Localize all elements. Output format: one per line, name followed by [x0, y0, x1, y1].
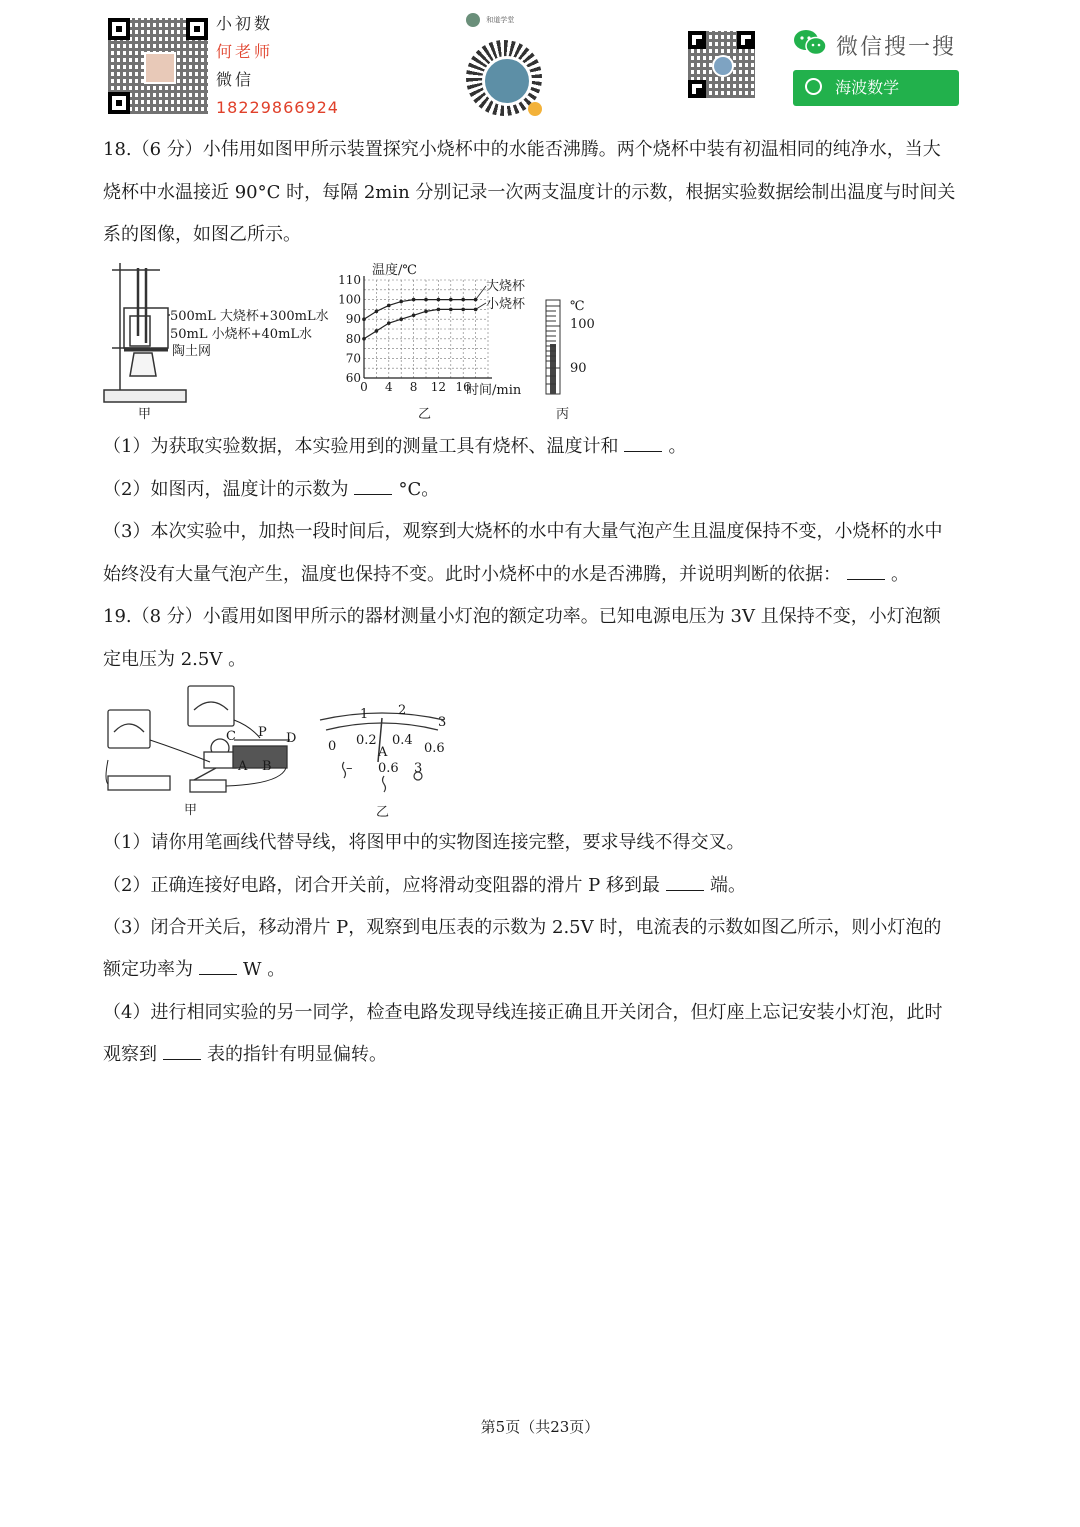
q19-sub-2-text: （2）正确连接好电路，闭合开关前，应将滑动变阻器的滑片 P 移到最: [103, 875, 661, 896]
q18-sub-3-line-2: [103, 554, 979, 596]
search-icon: [805, 78, 822, 95]
data-point: [362, 317, 366, 321]
contact-line-1: 小初数: [216, 14, 274, 33]
q18-line-1: 18.（6 分）小伟用如图甲所示装置探究小烧杯中的水能否沸腾。两个烧杯中装有初温相同的纯净水，当大: [103, 139, 941, 160]
wechat-search-title: 微信搜一搜: [836, 35, 957, 60]
y-tick-label: 70: [345, 351, 361, 366]
q18-sub-2: [103, 469, 979, 511]
chart-grid: [364, 280, 488, 378]
wechat-search-keyword: 海波数学: [835, 78, 900, 97]
q18-line-2: 烧杯中水温接近 90°C 时，每隔 2min 分别记录一次两支温度计的示数，根据实验数据绘制出温度与时间关: [103, 182, 956, 203]
apparatus-label-big-beaker: 500mL 大烧杯+300mL水: [170, 309, 329, 324]
q19-sub-3-line-1: （3）闭合开关后，移动滑片 P，观察到电压表的示数为 2.5V 时，电流表的示数如图乙所示，则小灯泡的: [103, 917, 942, 938]
q19-sub-4-line-2: [103, 1034, 979, 1076]
terminal-06: 0.6: [378, 761, 399, 776]
circuit-label-d: D: [286, 731, 297, 746]
series-line-small-beaker: [364, 309, 476, 338]
data-point: [387, 321, 391, 325]
data-point: [461, 308, 465, 312]
thermometer-tick-100: 100: [570, 317, 595, 332]
answer-blank-q18-3[interactable]: [847, 557, 885, 580]
chart-axes: [338, 273, 492, 394]
legend-big-beaker: 大烧杯: [486, 279, 526, 294]
thermometer-figure: [540, 296, 610, 424]
apparatus-label-gauze: 陶土网: [172, 344, 212, 359]
q19-sub-3-text: 额定功率为: [103, 959, 193, 980]
data-point: [424, 298, 428, 302]
data-point: [461, 298, 465, 302]
q18-figure-yi-caption: 乙: [418, 407, 432, 422]
data-point: [399, 317, 403, 321]
thermometer-unit: ℃: [570, 299, 585, 314]
chart-marks: [362, 286, 486, 341]
terminal-negative: –: [346, 761, 353, 776]
ammeter-scale-bottom-04: 0.4: [392, 733, 413, 748]
q19-sub-1: （1）请你用笔画线代替导线，将图甲中的实物图连接完整，要求导线不得交叉。: [103, 832, 745, 853]
q19-figure-yi-caption: 乙: [376, 805, 390, 820]
q19-sub-2: [103, 865, 979, 907]
data-point: [375, 310, 379, 314]
x-tick-label: 8: [409, 380, 418, 394]
data-point: [412, 313, 416, 317]
answer-blank-q19-2[interactable]: [666, 868, 704, 891]
q19-sub-2-end: 端。: [710, 875, 747, 896]
legend-leader-line: [476, 303, 486, 309]
switch: [190, 780, 226, 792]
q18-figure-bing-caption: 丙: [556, 407, 570, 422]
data-point: [437, 308, 441, 312]
apparatus-label-small-beaker: 50mL 小烧杯+40mL水: [170, 327, 313, 342]
x-tick-label: 16: [455, 380, 471, 394]
x-tick-label: 4: [384, 380, 393, 394]
voltmeter: [188, 686, 234, 726]
contact-line-3: 微信: [216, 70, 255, 89]
data-point: [437, 298, 441, 302]
q18-sub-3-line-1: （3）本次实验中，加热一段时间后，观察到大烧杯的水中有大量气泡产生且温度保持不变，小烧杯的水中: [103, 521, 943, 542]
chart-xlabel: 时间/min: [466, 383, 522, 398]
contact-info: [216, 10, 339, 122]
y-tick-label: 60: [345, 371, 361, 385]
ammeter-scale-bottom-0: 0: [328, 739, 337, 754]
ammeter-scale-top-1: 1: [360, 707, 369, 722]
data-point: [474, 308, 478, 312]
circuit-label-c: C: [226, 729, 236, 744]
data-point: [449, 298, 453, 302]
circuit-label-b: B: [262, 759, 272, 774]
mini-app-label: 和道学堂: [486, 16, 515, 24]
q18-sub-1-end: 。: [668, 436, 687, 457]
contact-qr-code: [108, 18, 208, 114]
y-tick-label: 80: [345, 331, 361, 346]
chart-ylabel: 温度/℃: [372, 263, 417, 278]
thermometer-tick-90: 90: [570, 361, 587, 376]
x-tick-label: 12: [430, 380, 447, 394]
q19-line-2: 定电压为 2.5V 。: [103, 649, 247, 670]
q18-sub-2-text: （2）如图丙，温度计的示数为: [103, 479, 349, 500]
q18-apparatus-figure: [100, 258, 340, 423]
q18-sub-3-end: 。: [891, 564, 909, 585]
answer-blank-q19-4[interactable]: [163, 1037, 201, 1060]
ammeter-scale-top-3: 3: [438, 715, 447, 730]
data-point: [362, 337, 366, 341]
wechat-search-logo: [793, 28, 827, 58]
q18-sub-1-text: （1）为获取实验数据，本实验用到的测量工具有烧杯、温度计和: [103, 436, 619, 457]
y-tick-label: 90: [345, 312, 361, 327]
legend-small-beaker: 小烧杯: [486, 297, 526, 312]
contact-line-2: 何老师: [216, 42, 274, 61]
mini-app-icon: [466, 13, 480, 27]
q18-sub-1: [103, 426, 979, 468]
data-point: [424, 310, 428, 314]
legend-leader-line: [476, 286, 486, 300]
ammeter-unit: A: [378, 745, 388, 760]
q19-sub-4-text-b: 表的指针有明显偏转。: [207, 1044, 387, 1065]
data-point: [412, 298, 416, 302]
wechat-search-button[interactable]: [793, 70, 959, 106]
answer-blank-q18-1[interactable]: [624, 429, 662, 452]
data-point: [375, 329, 379, 333]
circuit-apparatus-figure: [100, 680, 305, 820]
q18-sub-2-end: °C。: [398, 479, 440, 500]
ammeter-scale-bottom-06: 0.6: [424, 741, 445, 756]
wechat-qr-code: [688, 31, 755, 98]
mini-app-header: [466, 13, 514, 27]
wechat-icon: [793, 28, 827, 58]
ammeter: [108, 710, 150, 748]
data-point: [449, 308, 453, 312]
ammeter-dial-figure: [308, 700, 456, 822]
circuit-label-p: P: [258, 725, 267, 740]
contact-phone: 18229866924: [216, 98, 339, 117]
answer-blank-q19-3[interactable]: [199, 952, 237, 975]
data-point: [399, 300, 403, 304]
y-tick-label: 110: [338, 273, 361, 287]
ammeter-scale-top-2: 2: [398, 703, 407, 718]
q19-sub-3-line-2: [103, 949, 979, 991]
q18-figure-jia-caption: 甲: [138, 407, 152, 422]
ammeter-scale-bottom-02: 0.2: [356, 733, 377, 748]
temperature-time-chart: [336, 258, 546, 423]
circuit-label-a: A: [238, 759, 248, 774]
data-point: [387, 304, 391, 308]
mini-program-code: [466, 40, 542, 116]
x-tick-label: 0: [360, 380, 368, 394]
q18-line-3: 系的图像，如图乙所示。: [103, 224, 301, 245]
y-tick-label: 100: [338, 292, 361, 307]
answer-blank-q18-2[interactable]: [354, 472, 392, 495]
terminal-3: 3: [414, 761, 423, 776]
q19-sub-3-end: W 。: [243, 959, 286, 980]
q19-sub-4-line-1: （4）进行相同实验的另一同学，检查电路发现导线连接正确且开关闭合，但灯座上忘记安装小灯泡，此时: [103, 1002, 943, 1023]
q19-figure-jia-caption: 甲: [184, 803, 198, 818]
q19-sub-4-text-a: 观察到: [103, 1044, 157, 1065]
page-footer: 第5页（共23页）: [480, 1418, 600, 1436]
q18-sub-3-text: 始终没有大量气泡产生，温度也保持不变。此时小烧杯中的水是否沸腾，并说明判断的依据：: [103, 564, 841, 585]
battery: [108, 776, 170, 790]
q19-line-1: 19.（8 分）小霞用如图甲所示的器材测量小灯泡的额定功率。已知电源电压为 3V 且保持不变，小灯泡额: [103, 606, 941, 627]
